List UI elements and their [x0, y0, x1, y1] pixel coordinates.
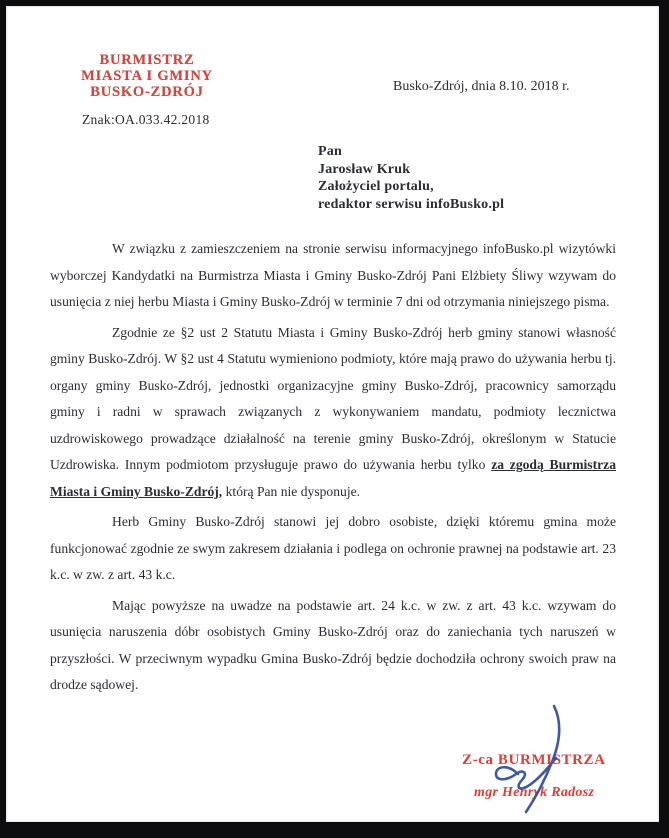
paragraph-2	[50, 320, 616, 506]
signatory-name: mgr Henryk Radosz	[474, 785, 595, 800]
letter-body	[50, 236, 616, 703]
recipient-role-line-2: redaktor serwisu infoBusko.pl	[318, 196, 505, 212]
stamp-line-1: BURMISTRZ	[99, 52, 195, 68]
paragraph-3: Herb Gminy Busko-Zdrój stanowi jej dobro osobiste, dzięki któremu gmina może funkcjonować zgodnie ze swym zakresem działania i podlega on ochronie prawnej na podstawie art. 23 k.c. w zw. z art. 43 k.c.	[50, 514, 616, 582]
recipient-role-line-1: Założyciel portalu,	[318, 179, 434, 194]
letter-page	[6, 6, 659, 822]
signatory-title: Z-ca BURMISTRZA	[462, 752, 606, 768]
stamp-line-2: MIASTA I GMINY	[81, 68, 213, 84]
stamp-line-3: BUSKO-ZDRÓJ	[90, 84, 204, 100]
paragraph-2-bold-underline: za zgodą Burmistrza Miasta i Gminy Busko-Zdrój,	[50, 457, 616, 499]
reference-number: Znak:OA.033.42.2018	[82, 112, 210, 127]
paragraph-2-text-after: którą Pan nie dysponuje.	[222, 483, 361, 499]
letterhead-stamp	[68, 52, 226, 100]
paragraph-2-text-before: Zgodnie ze §2 ust 2 Statutu Miasta i Gminy Busko-Zdrój herb gminy stanowi własność gminy Busko-Zdrój. W §2 ust 4 Statutu wymieniono podmioty, które mają prawo do używania herbu tj. organy gminy Busko-Zdrój, jednostki organizacyjne gminy Busko-Zdrój, pracownicy samorządu gminy i radni w sprawach związanych z wykonywaniem mandatu, podmioty lecznictwa uzdrowiskowego prowadzące działalność na terenie gminy Busko-Zdrój, określonym w Statucie Uzdrowiska. Innym podmiotom przysługuje prawo do używania herbu tylko	[50, 324, 616, 472]
recipient-name: Jarosław Kruk	[318, 161, 411, 177]
paragraph-1: W związku z zamieszczeniem na stronie serwisu informacyjnego infoBusko.pl wizytówki wyborczej Kandydatki na Burmistrza Miasta i Gminy Busko-Zdrój Pani Elżbiety Śliwy wzywam do usunięcia z niej herbu Miasta i Gminy Busko-Zdrój w terminie 7 dni od otrzymania niniejszego pisma.	[50, 241, 616, 309]
recipient-block	[318, 143, 504, 213]
paragraph-4: Mając powyższe na uwadze na podstawie art. 24 k.c. w zw. z art. 43 k.c. wzywam do usunięcia naruszenia dóbr osobistych Gminy Busko-Zdrój oraz do zaniechania tych naruszeń w przyszłości. W przeciwnym wypadku Gmina Busko-Zdrój będzie dochodziła ochrony swoich praw na drodze sądowej.	[50, 597, 616, 692]
recipient-salutation: Pan	[318, 144, 342, 159]
date-line: Busko-Zdrój, dnia 8.10. 2018 r.	[393, 79, 570, 94]
